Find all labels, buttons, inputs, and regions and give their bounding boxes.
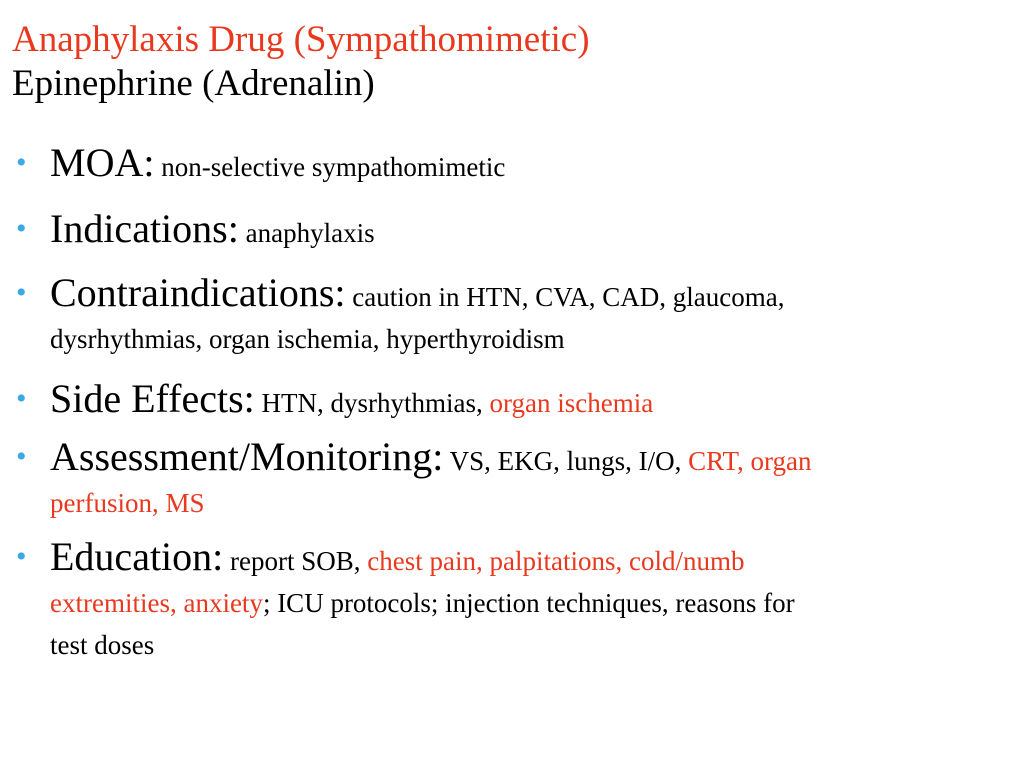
- bullet-indications: [14, 206, 1004, 254]
- bullet-text: report SOB,: [223, 546, 368, 576]
- bullet-heading: Indications:: [50, 206, 239, 251]
- bullet-line-2: [50, 582, 1004, 624]
- bullet-list: [14, 140, 1004, 666]
- bullet-heading: MOA:: [50, 140, 155, 185]
- bullet-text: non-selective sympathomimetic: [154, 152, 506, 182]
- bullet-text: caution in HTN, CVA, CAD, glaucoma,: [345, 282, 785, 312]
- slide-title: [12, 18, 1012, 106]
- bullet-dot-icon: •: [16, 440, 27, 473]
- bullet-heading: Contraindications:: [50, 270, 346, 315]
- bullet-text: VS, EKG, lungs, I/O,: [443, 446, 689, 476]
- bullet-text-highlight: organ ischemia: [489, 388, 654, 418]
- bullet-text: anaphylaxis: [238, 218, 375, 248]
- bullet-text-final: test doses: [50, 630, 155, 660]
- bullet-text-highlight-continued: perfusion, MS: [50, 488, 205, 518]
- bullet-dot-icon: •: [16, 276, 27, 309]
- bullet-education: [14, 534, 1004, 666]
- bullet-contraindications: [14, 270, 1004, 360]
- bullet-heading: Side Effects:: [50, 376, 255, 421]
- bullet-text-highlight: chest pain, palpitations, cold/numb: [367, 546, 745, 576]
- bullet-text-continued: ; ICU protocols; injection techniques, reasons for: [262, 588, 795, 618]
- bullet-dot-icon: •: [16, 540, 27, 573]
- title-drug-class: Anaphylaxis Drug (Sympathomimetic): [12, 19, 590, 60]
- bullet-dot-icon: •: [16, 146, 27, 179]
- bullet-text-continued: dysrhythmias, organ ischemia, hyperthyroidism: [50, 324, 565, 354]
- bullet-text: HTN, dysrhythmias,: [254, 388, 490, 418]
- bullet-heading: Education:: [50, 534, 224, 579]
- bullet-side-effects: [14, 376, 1004, 424]
- bullet-text-highlight-continued: extremities, anxiety: [50, 588, 263, 618]
- bullet-assessment-monitoring: [14, 434, 1004, 524]
- bullet-heading: Assessment/Monitoring:: [50, 434, 444, 479]
- bullet-moa: [14, 140, 1004, 188]
- title-drug-name: Epinephrine (Adrenalin): [12, 63, 375, 104]
- bullet-text-highlight: CRT, organ: [688, 446, 812, 476]
- bullet-dot-icon: •: [16, 382, 27, 415]
- bullet-dot-icon: •: [16, 212, 27, 245]
